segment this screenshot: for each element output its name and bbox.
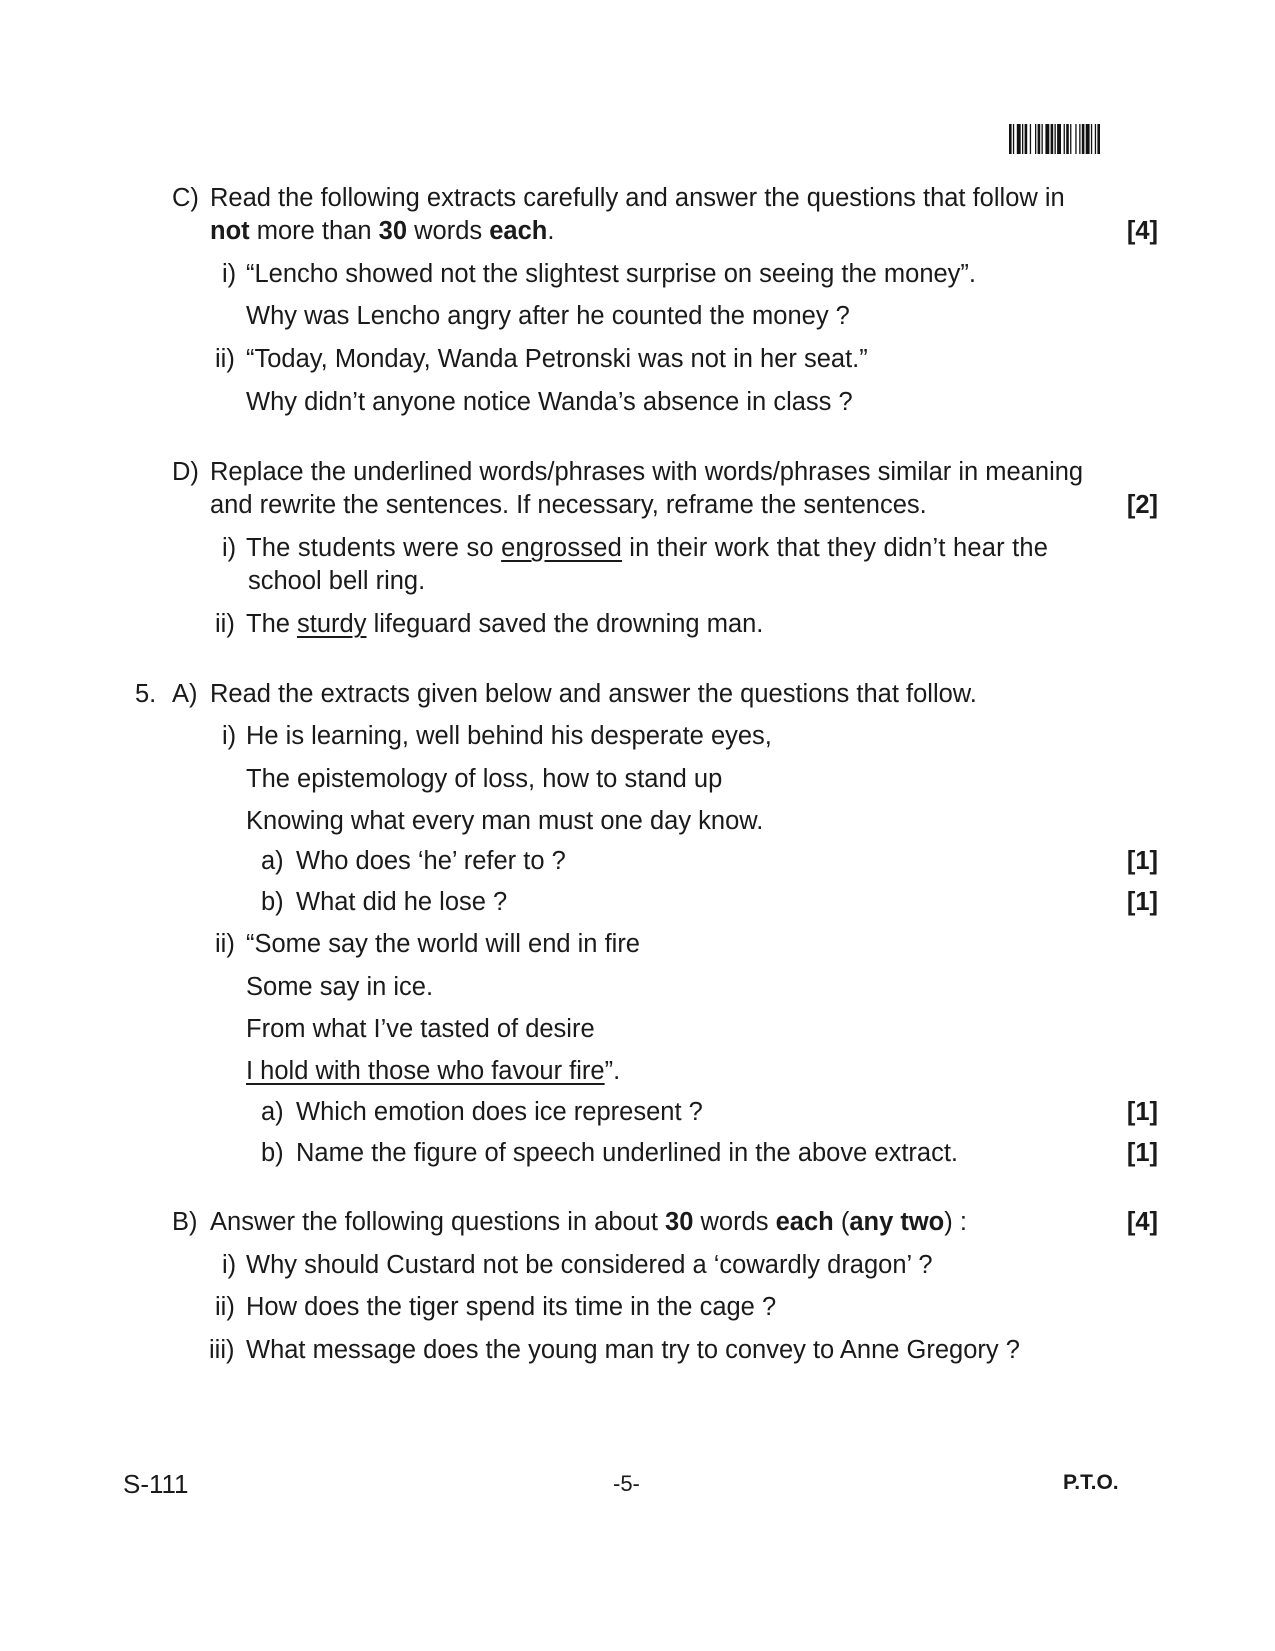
section-d-item-number: ii) xyxy=(215,610,235,638)
barcode-icon xyxy=(1009,124,1149,154)
sub-question-marks: [1] xyxy=(1126,1139,1158,1167)
section-c-marks: [4] xyxy=(1126,217,1158,245)
section-d-instruction-line1: Replace the underlined words/phrases with words/phrases similar in meaning xyxy=(210,458,1084,486)
section-c-item-number: i) xyxy=(222,260,237,288)
poem-line: Knowing what every man must one day know. xyxy=(246,807,764,835)
sub-question-text: Who does ‘he’ refer to ? xyxy=(296,847,566,875)
sub-question-number: b) xyxy=(261,1139,284,1167)
q5a-instruction: Read the extracts given below and answer the questions that follow. xyxy=(210,680,977,708)
section-c-instruction-line2: not more than 30 words each. xyxy=(210,217,555,245)
section-d-item-sentence: The students were so engrossed in their work that they didn’t hear the xyxy=(246,534,1049,562)
sub-question-marks: [1] xyxy=(1126,888,1158,916)
q5b-item-text: How does the tiger spend its time in the cage ? xyxy=(246,1293,777,1321)
poem-line: He is learning, well behind his desperate eyes, xyxy=(246,722,772,750)
q5b-item-text: Why should Custard not be considered a ‘cowardly dragon’ ? xyxy=(246,1251,933,1279)
section-c-label: C) xyxy=(172,184,199,212)
extract-number: ii) xyxy=(215,930,235,958)
q5b-item-number: ii) xyxy=(215,1293,235,1321)
section-c-item-question: Why was Lencho angry after he counted the money ? xyxy=(246,302,850,330)
sub-question-text: What did he lose ? xyxy=(296,888,508,916)
poem-line: Some say in ice. xyxy=(246,973,434,1001)
section-d-label: D) xyxy=(172,458,199,486)
section-d-item-sentence-continued: school bell ring. xyxy=(248,567,426,595)
section-d-item-sentence: The sturdy lifeguard saved the drowning man. xyxy=(246,610,764,638)
section-c-item-question: Why didn’t anyone notice Wanda’s absence in class ? xyxy=(246,388,853,416)
sub-question-number: a) xyxy=(261,1098,284,1126)
section-c-item-quote: “Today, Monday, Wanda Petronski was not in her seat.” xyxy=(246,345,868,373)
q5b-item-number: i) xyxy=(222,1251,237,1279)
question-number: 5. xyxy=(135,680,157,708)
poem-line: From what I’ve tasted of desire xyxy=(246,1015,595,1043)
q5b-item-number: iii) xyxy=(209,1336,235,1364)
section-c-instruction-line1: Read the following extracts carefully and answer the questions that follow in xyxy=(210,184,1065,212)
poem-line: The epistemology of loss, how to stand up xyxy=(246,765,723,793)
page-number: -5- xyxy=(613,1471,640,1496)
section-d-marks: [2] xyxy=(1126,491,1158,519)
section-c-item-quote: “Lencho showed not the slightest surprise on seeing the money”. xyxy=(246,260,977,288)
q5b-instruction: Answer the following questions in about 30 words each (any two) : xyxy=(210,1208,967,1236)
q5a-label: A) xyxy=(172,680,198,708)
section-d-instruction-line2: and rewrite the sentences. If necessary, reframe the sentences. xyxy=(210,491,927,519)
underlined-word: sturdy xyxy=(297,610,367,638)
please-turn-over: P.T.O. xyxy=(1063,1471,1119,1494)
q5b-marks: [4] xyxy=(1126,1208,1158,1236)
sub-question-number: b) xyxy=(261,888,284,916)
sub-question-marks: [1] xyxy=(1126,847,1158,875)
section-d-item-number: i) xyxy=(222,534,237,562)
paper-code: S-111 xyxy=(123,1469,189,1499)
sub-question-marks: [1] xyxy=(1126,1098,1158,1126)
poem-line-underlined: I hold with those who favour fire”. xyxy=(246,1057,621,1085)
q5b-item-text: What message does the young man try to convey to Anne Gregory ? xyxy=(246,1336,1020,1364)
extract-number: i) xyxy=(222,722,237,750)
sub-question-text: Name the figure of speech underlined in the above extract. xyxy=(296,1139,958,1167)
sub-question-text: Which emotion does ice represent ? xyxy=(296,1098,703,1126)
sub-question-number: a) xyxy=(261,847,284,875)
section-c-item-number: ii) xyxy=(215,345,235,373)
q5b-label: B) xyxy=(172,1208,198,1236)
poem-line: “Some say the world will end in fire xyxy=(246,930,640,958)
underlined-word: engrossed xyxy=(501,534,622,562)
